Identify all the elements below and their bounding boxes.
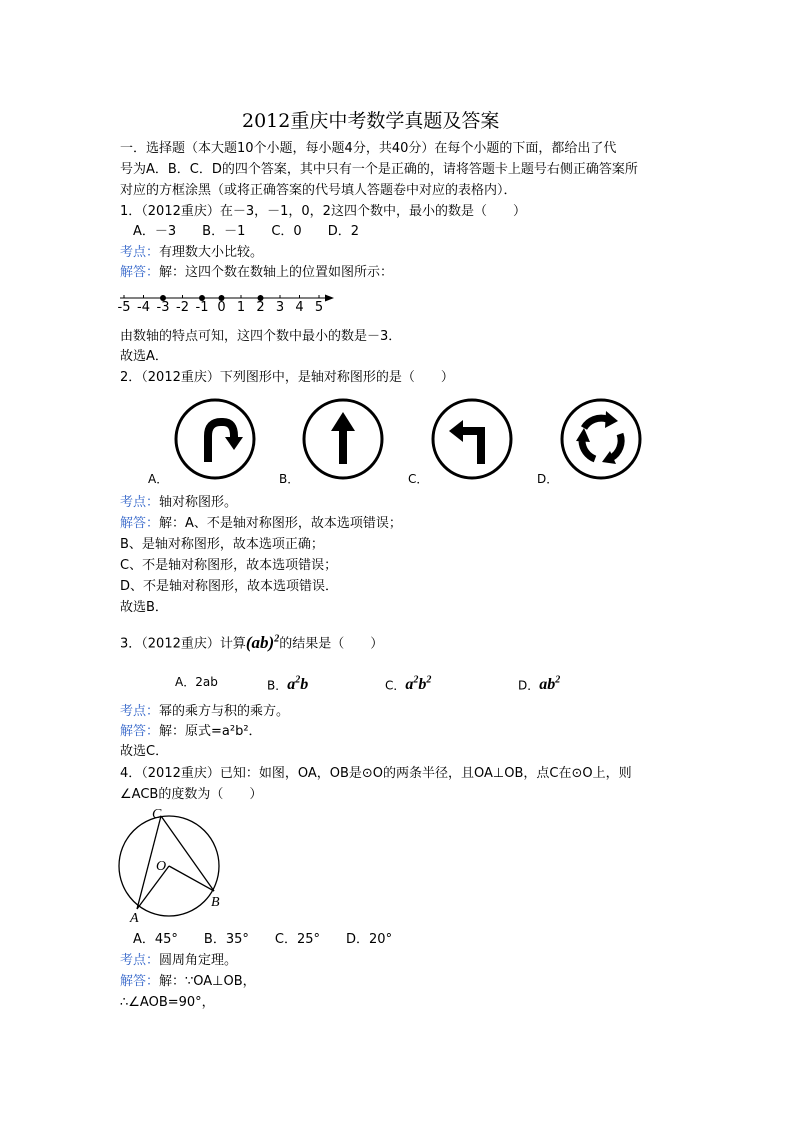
q3-expr-exponent: 2 bbox=[274, 633, 280, 644]
q3-expr-base: (ab) bbox=[245, 632, 275, 652]
number-line-label: 2 bbox=[256, 300, 265, 315]
sign-straight-arrow-icon bbox=[298, 398, 388, 482]
number-line-label: 3 bbox=[275, 300, 285, 315]
q2-line-d: D、不是轴对称图形，故本选项错误． bbox=[120, 579, 339, 594]
jieda-text: 解：原式=a²b²． bbox=[159, 724, 262, 739]
q2-line-c: C、不是轴对称图形，故本选项错误； bbox=[120, 558, 338, 573]
q3-option-b-expr bbox=[287, 676, 308, 693]
kaodian-label: 考点： bbox=[120, 495, 160, 510]
q4-stem-2: ∠ACB的度数为（ ） bbox=[120, 787, 263, 802]
sign-uturn-icon bbox=[170, 398, 260, 482]
number-line-label: 1 bbox=[236, 300, 246, 315]
q3-b-base2: b bbox=[300, 676, 309, 694]
q2-label-b: B． bbox=[279, 472, 300, 486]
q2-label-d: D． bbox=[537, 472, 559, 486]
jieda-text: 解：这四个数在数轴上的位置如图所示： bbox=[159, 265, 394, 280]
jieda-label: 解答： bbox=[120, 265, 160, 280]
q3-option-d-label: D． bbox=[518, 678, 540, 693]
q3-c-base1: a bbox=[405, 676, 414, 694]
kaodian-label: 考点： bbox=[120, 245, 160, 260]
number-line-label: -1 bbox=[195, 300, 209, 315]
q3-option-d bbox=[518, 671, 560, 695]
q1-conclusion: 由数轴的特点可知，这四个数中最小的数是－3． bbox=[120, 329, 402, 344]
q3-kaodian bbox=[120, 702, 289, 722]
q3-b-base1: a bbox=[287, 676, 296, 694]
intro-line-1: 一．选择题（本大题10个小题，每小题4分，共40分）在每个小题的下面，都给出了代 bbox=[120, 141, 617, 156]
q4-jieda bbox=[120, 972, 256, 992]
kaodian-text: 幂的乘方与积的乘方。 bbox=[159, 704, 290, 719]
kaodian-label: 考点： bbox=[120, 704, 160, 719]
point-label-b: B bbox=[211, 895, 220, 910]
q3-stem-post: 的结果是（ ） bbox=[279, 636, 384, 652]
kaodian-text: 有理数大小比较。 bbox=[159, 245, 264, 260]
jieda-label: 解答： bbox=[120, 516, 160, 531]
jieda-text: 解：∵OA⊥OB， bbox=[159, 974, 256, 989]
q4-stem-1: 4．（2012重庆）已知：如图，OA，OB是⊙O的两条半径，且OA⊥OB，点C在⊙O上，则 bbox=[120, 766, 632, 781]
q3-option-b bbox=[267, 671, 308, 695]
q1-answer: 故选A． bbox=[120, 349, 168, 364]
q3-option-a: A．2ab bbox=[175, 675, 218, 689]
q2-label-c: C． bbox=[408, 472, 429, 486]
q4-circle-figure bbox=[114, 804, 244, 928]
q4-options: A．45° B．35° C．25° D．20° bbox=[120, 932, 393, 947]
kaodian-text: 圆周角定理。 bbox=[159, 953, 238, 968]
kaodian-label: 考点： bbox=[120, 953, 160, 968]
q3-option-d-expr bbox=[539, 676, 560, 693]
q3-option-c-label: C． bbox=[385, 678, 406, 693]
number-line-label: 5 bbox=[314, 300, 324, 315]
point-label-a: A bbox=[130, 911, 139, 926]
number-line-label: -4 bbox=[137, 300, 150, 315]
q2-line-b: B、是轴对称图形，故本选项正确； bbox=[120, 537, 324, 552]
q3-expression bbox=[246, 633, 279, 652]
sign-left-turn-icon bbox=[427, 398, 517, 482]
q3-option-c bbox=[385, 671, 431, 695]
q3-option-c-expr bbox=[405, 676, 431, 693]
intro-line-3: 对应的方框涂黑（或将正确答案的代号填人答题卷中对应的表格内）． bbox=[120, 183, 517, 198]
point-label-o: O bbox=[156, 859, 167, 874]
q4-kaodian bbox=[120, 951, 237, 971]
q2-jieda bbox=[120, 514, 402, 534]
q3-c-exp2: 2 bbox=[426, 675, 432, 686]
number-line bbox=[118, 288, 338, 322]
q3-d-exp1: 2 bbox=[555, 675, 561, 686]
number-line-axis bbox=[118, 288, 338, 302]
q3-d-base1: ab bbox=[539, 676, 556, 694]
sign-roundabout-icon bbox=[556, 398, 646, 482]
q3-c-base2: b bbox=[418, 676, 427, 694]
q3-jieda bbox=[120, 722, 262, 742]
q2-stem: 2．（2012重庆）下列图形中，是轴对称图形的是（ ） bbox=[120, 370, 454, 385]
q2-answer: 故选B． bbox=[120, 600, 168, 615]
q2-kaodian bbox=[120, 493, 237, 513]
q3-stem-pre: 3．（2012重庆）计算 bbox=[120, 636, 246, 652]
jieda-label: 解答： bbox=[120, 724, 160, 739]
number-line-label: 0 bbox=[217, 300, 226, 315]
q3-c-exp1: 2 bbox=[413, 675, 419, 686]
q1-options: A．－3 B．－1 C．0 D．2 bbox=[120, 224, 359, 239]
q1-kaodian bbox=[120, 243, 263, 263]
jieda-text: 解：A、不是轴对称图形，故本选项错误； bbox=[159, 516, 402, 531]
q2-label-a: A． bbox=[148, 472, 169, 486]
intro-line-2: 号为A．B．C．D的四个答案，其中只有一个是正确的，请将答题卡上题号右侧正确答案所 bbox=[120, 162, 638, 177]
page-title: 2012重庆中考数学真题及答案 bbox=[242, 110, 500, 132]
kaodian-text: 轴对称图形。 bbox=[159, 495, 238, 510]
number-line-label: 4 bbox=[295, 300, 304, 315]
q3-b-exp1: 2 bbox=[295, 675, 301, 686]
jieda-label: 解答： bbox=[120, 974, 160, 989]
q3-option-b-label: B． bbox=[267, 678, 288, 693]
number-line-label: -3 bbox=[156, 300, 170, 315]
q3-answer: 故选C． bbox=[120, 744, 169, 759]
q1-jieda bbox=[120, 263, 393, 283]
number-line-label: -2 bbox=[176, 300, 189, 315]
q1-stem: 1．（2012重庆）在－3，－1，0，2这四个数中，最小的数是（ ） bbox=[120, 204, 526, 219]
number-line-label: -5 bbox=[117, 300, 131, 315]
q4-line-2: ∴∠AOB=90°， bbox=[120, 995, 215, 1010]
q3-stem bbox=[120, 627, 383, 657]
point-label-c: C bbox=[152, 807, 162, 822]
